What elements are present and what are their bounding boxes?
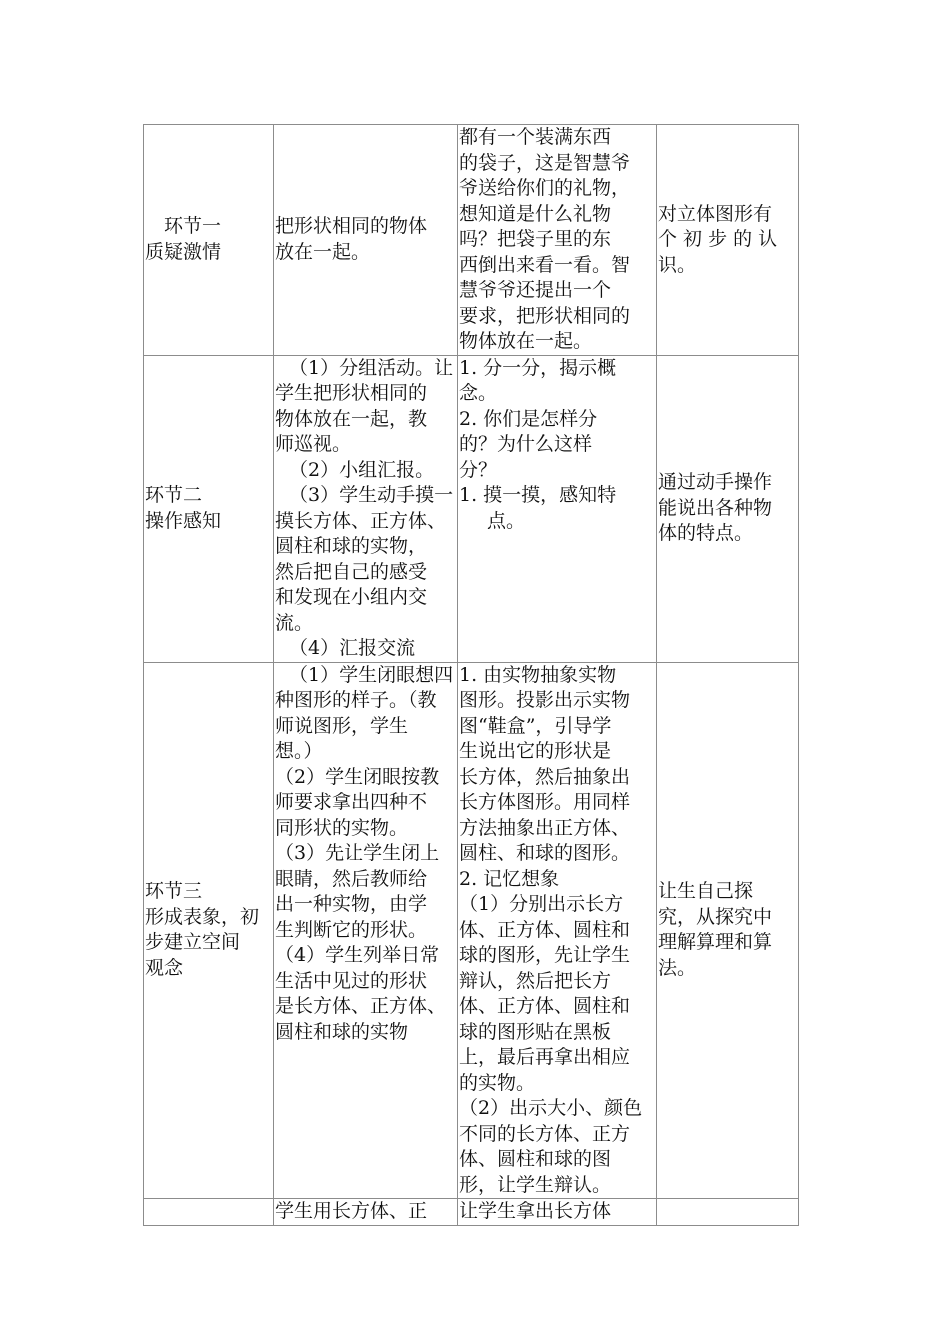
student-line: 学生用长方体、正	[275, 1200, 428, 1222]
goal-line: 识。	[658, 253, 697, 276]
teacher-line: 1. 摸一摸，感知特	[459, 484, 617, 506]
teacher-line: 长方体图形。用同样	[459, 791, 631, 813]
teacher-line: 上，最后再拿出相应	[459, 1046, 631, 1068]
student-line: 种图形的样子。（教	[275, 689, 437, 711]
goal-line: 个 初 步 的 认	[658, 228, 778, 250]
student-line: 摸长方体、正方体、	[275, 509, 447, 532]
stage-line: 环节一	[145, 215, 222, 238]
teacher-line: 图形。投影出示实物	[459, 689, 631, 711]
teacher-activity-cell	[458, 125, 657, 356]
student-activity-cell	[274, 1199, 458, 1226]
student-line: 圆柱和球的实物	[275, 1020, 409, 1043]
teacher-line: 形，让学生辩认。	[459, 1173, 612, 1196]
teacher-line: 物体放在一起。	[459, 330, 593, 352]
student-line: （2）学生闭眼按教	[275, 765, 440, 788]
teacher-line: 想知道是什么礼物	[459, 202, 612, 225]
teacher-line: 长方体，然后抽象出	[459, 765, 631, 788]
stage-cell	[144, 662, 274, 1199]
goal-cell	[657, 1199, 799, 1226]
teacher-line: 慧爷爷还提出一个	[459, 279, 612, 301]
teacher-line: 2. 你们是怎样分	[459, 407, 598, 430]
student-line: 想。）	[275, 740, 323, 762]
teacher-line: （1）分别出示长方	[459, 893, 624, 915]
teacher-line: 图“鞋盒”，引导学	[459, 714, 612, 737]
goal-cell	[657, 125, 799, 356]
teacher-line: 西倒出来看一看。智	[459, 253, 631, 276]
goal-line: 究，从探究中	[658, 905, 773, 928]
stage-cell	[144, 355, 274, 662]
table-row	[144, 662, 799, 1199]
stage-line: 质疑激情	[145, 240, 222, 263]
teacher-line: 让学生拿出长方体	[459, 1200, 612, 1222]
goal-line: 法。	[658, 956, 697, 979]
teacher-line: 都有一个装满东西	[459, 126, 612, 148]
student-line: 然后把自己的感受	[275, 560, 428, 583]
teacher-line: 的实物。	[459, 1071, 536, 1094]
teacher-line: 圆柱、和球的图形。	[459, 842, 631, 864]
teacher-line: 的袋子，这是智慧爷	[459, 151, 631, 174]
goal-line: 让生自己探	[658, 880, 754, 903]
student-line: （1）学生闭眼想四	[289, 663, 454, 686]
teacher-line: （2）出示大小、颜色	[459, 1097, 643, 1119]
teacher-line: 1. 由实物抽象实物	[459, 663, 617, 686]
student-line: 生判断它的形状。	[275, 918, 428, 941]
goal-line: 体的特点。	[658, 522, 754, 545]
student-line: 是长方体、正方体、	[275, 995, 447, 1017]
stage-line: 环节二	[145, 484, 203, 506]
student-line: 和发现在小组内交	[275, 586, 428, 608]
stage-cell	[144, 1199, 274, 1226]
student-line: （1）分组活动。让	[289, 356, 454, 379]
student-activity-cell	[274, 125, 458, 356]
student-line: （3）先让学生闭上	[275, 842, 440, 864]
teacher-line: 体、正方体、圆柱和	[459, 918, 631, 941]
student-line: 师说图形，学生	[275, 714, 409, 737]
student-line: （4）汇报交流	[289, 637, 416, 659]
student-line: （2）小组汇报。	[289, 458, 435, 481]
stage-line: 操作感知	[145, 509, 222, 532]
goal-line: 通过动手操作	[658, 471, 773, 494]
teacher-line: 方法抽象出正方体、	[459, 816, 631, 839]
teacher-line: 球的图形，先让学生	[459, 944, 631, 966]
student-line: 师巡视。	[275, 433, 352, 455]
teacher-activity-cell	[458, 1199, 657, 1226]
teacher-line: 生说出它的形状是	[459, 740, 612, 762]
teacher-line: 球的图形贴在黑板	[459, 1020, 612, 1043]
stage-cell	[144, 125, 274, 356]
stage-line: 步建立空间	[145, 931, 241, 954]
goal-line: 能说出各种物	[658, 496, 773, 519]
table-row	[144, 355, 799, 662]
student-line: 师要求拿出四种不	[275, 791, 428, 813]
goal-cell	[657, 355, 799, 662]
student-line: （4）学生列举日常	[275, 944, 440, 966]
teacher-line: 吗？把袋子里的东	[459, 228, 612, 250]
stage-line: 观念	[145, 956, 184, 979]
teacher-line: 爷送给你们的礼物，	[459, 177, 631, 199]
teacher-activity-cell	[458, 662, 657, 1199]
teacher-line: 2. 记忆想象	[459, 867, 560, 890]
table-row	[144, 125, 799, 356]
student-line: 学生把形状相同的	[275, 382, 428, 404]
student-line: 眼睛，然后教师给	[275, 867, 428, 890]
student-line: 把形状相同的物体	[275, 215, 428, 238]
teacher-line: 分？	[459, 458, 498, 481]
table-row	[144, 1199, 799, 1226]
teacher-line: 的？为什么这样	[459, 433, 593, 455]
student-line: 生活中见过的形状	[275, 969, 428, 992]
goal-cell	[657, 662, 799, 1199]
goal-line: 理解算理和算	[658, 931, 773, 954]
teacher-line: 1. 分一分，揭示概	[459, 356, 617, 379]
stage-line: 环节三	[145, 880, 203, 903]
student-activity-cell	[274, 355, 458, 662]
teacher-line: 点。	[487, 509, 526, 532]
teacher-line: 体、正方体、圆柱和	[459, 995, 631, 1017]
goal-line: 对立体图形有	[658, 202, 773, 225]
student-line: 物体放在一起，教	[275, 407, 428, 430]
teacher-line: 辩认，然后把长方	[459, 969, 612, 992]
lesson-plan-table	[143, 124, 799, 1226]
student-line: 流。	[275, 611, 314, 634]
teacher-activity-cell	[458, 355, 657, 662]
student-line: 圆柱和球的实物，	[275, 535, 428, 557]
student-line: 同形状的实物。	[275, 816, 409, 839]
teacher-line: 要求，把形状相同的	[459, 304, 631, 327]
teacher-line: 不同的长方体、正方	[459, 1122, 631, 1145]
student-line: 出一种实物，由学	[275, 893, 428, 915]
teacher-line: 念。	[459, 382, 498, 404]
student-line: （3）学生动手摸一	[289, 484, 454, 506]
student-activity-cell	[274, 662, 458, 1199]
student-line: 放在一起。	[275, 240, 371, 263]
stage-line: 形成表象，初	[145, 905, 260, 928]
teacher-line: 体、圆柱和球的图	[459, 1148, 612, 1170]
